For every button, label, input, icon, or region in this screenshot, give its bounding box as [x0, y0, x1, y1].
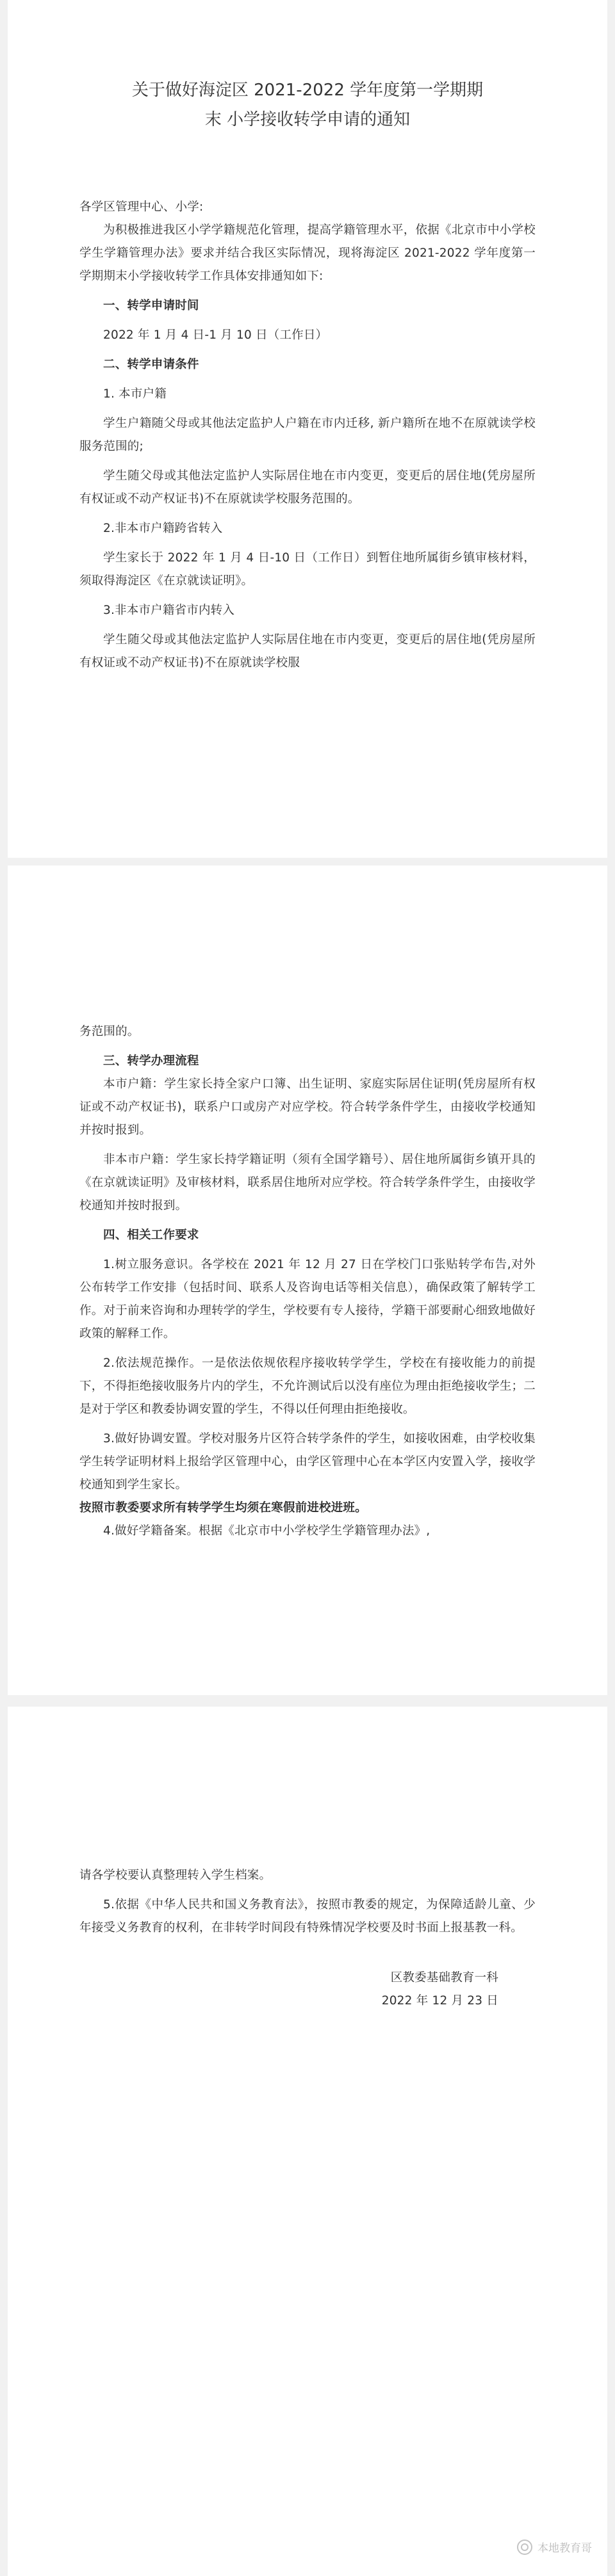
title-line-2: 末 小学接收转学申请的通知	[204, 110, 411, 129]
section-heading-4: 四、相关工作要求	[103, 1228, 199, 1242]
signature-date: 2022 年 12 月 23 日	[381, 1994, 498, 2008]
requirement-3: 3.做好协调安置。学校对服务片区符合转学条件的学生，如接收困难，由学校收集学生转学证明材料上报给学区管理中心，由学区管理中心在本学区内安置入学，接收学校通知到学生家长。	[79, 1432, 536, 1492]
condition-2-para-1: 学生家长于 2022 年 1 月 4 日-10 日（工作日）到暂住地所属街乡镇审核材料，须取得海淀区《在京就读证明》。	[79, 551, 536, 588]
condition-1-para-1: 学生户籍随父母或其他法定监护人户籍在市内迁移, 新户籍所在地不在原就读学校服务范围的;	[79, 417, 536, 453]
watermark	[517, 2539, 592, 2555]
requirement-2: 2.依法规范操作。一是依法依规依程序接收转学学生，学校在有接收能力的前提下，不得拒绝接收服务片内的学生，不允许测试后以没有座位为理由拒绝接收学生；二是对于学区和教委协调安置的学生，不得以任何理由拒绝接收。	[79, 1356, 536, 1416]
condition-3-para-1: 学生随父母或其他法定监护人实际居住地在市内变更，变更后的居住地(凭房屋所有权证或不动产权证书)不在原就读学校服	[79, 633, 536, 670]
watermark-text: 本地教育哥	[537, 2542, 592, 2555]
title-line-1: 关于做好海淀区 2021-2022 学年度第一学期期	[131, 81, 484, 100]
continued-text: 务范围的。	[79, 1025, 140, 1038]
condition-2-title: 2.非本市户籍跨省转入	[103, 522, 223, 535]
continued-text: 请各学校要认真整理转入学生档案。	[79, 1869, 272, 1882]
document-title	[79, 0, 536, 134]
signature-org: 区教委基础教育一科	[390, 1971, 498, 1984]
section-heading-3: 三、转学办理流程	[103, 1054, 199, 1068]
document-page-3	[8, 1707, 607, 2576]
process-local-hukou: 本市户籍：学生家长持全家户口簿、出生证明、家庭实际居住证明(凭房屋所有权证或不动产权证书)，联系户口或房产对应学校。符合转学条件学生，由接收学校通知并按时报到。	[79, 1077, 536, 1137]
condition-3-title: 3.非本市户籍省市内转入	[103, 604, 235, 617]
requirement-4: 4.做好学籍备案。根据《北京市中小学校学生学籍管理办法》,	[103, 1524, 430, 1538]
intro-paragraph: 为积极推进我区小学学籍规范化管理，提高学籍管理水平，依据《北京市中小学校学生学籍管理办法》要求并结合我区实际情况，现将海淀区 2021-2022 学年度第一学期期末小学接收转学工作具体安排通知如下:	[79, 223, 536, 283]
section-heading-1: 一、转学申请时间	[103, 299, 199, 312]
condition-1-para-2: 学生随父母或其他法定监护人实际居住地在市内变更，变更后的居住地(凭房屋所有权证或不动产权证书)不在原就读学校服务范围的。	[79, 469, 536, 506]
application-time: 2022 年 1 月 4 日-1 月 10 日（工作日）	[103, 328, 328, 342]
process-nonlocal-hukou: 非本市户籍：学生家长持学籍证明（须有全国学籍号）、居住地所属街乡镇开具的《在京就读证明》及审核材料，联系居住地所对应学校。符合转学条件学生，由接收学校通知并按时报到。	[79, 1153, 536, 1212]
requirement-3-bold: 按照市教委要求所有转学学生均须在寒假前进校进班。	[79, 1501, 367, 1515]
salutation: 各学区管理中心、小学:	[79, 200, 204, 214]
requirement-5: 5.依据《中华人民共和国义务教育法》，按照市教委的规定，为保障适龄儿童、少年接受义务教育的权利，在非转学时间段有特殊情况学校要及时书面上报基教一科。	[79, 1898, 536, 1935]
requirement-1: 1.树立服务意识。各学校在 2021 年 12 月 27 日在学校门口张贴转学布告,对外公布转学工作安排（包括时间、联系人及咨询电话等相关信息），确保政策了解转学工作。对于前来咨询和办理转学的学生，学校要有专人接待，学籍干部要耐心细致地做好政策的解释工作。	[79, 1258, 536, 1340]
document-page-2	[8, 865, 607, 1695]
section-heading-2: 二、转学申请条件	[103, 358, 199, 371]
wechat-channel-icon	[517, 2540, 532, 2555]
condition-1-title: 1. 本市户籍	[103, 387, 167, 401]
document-page-1	[8, 0, 607, 858]
